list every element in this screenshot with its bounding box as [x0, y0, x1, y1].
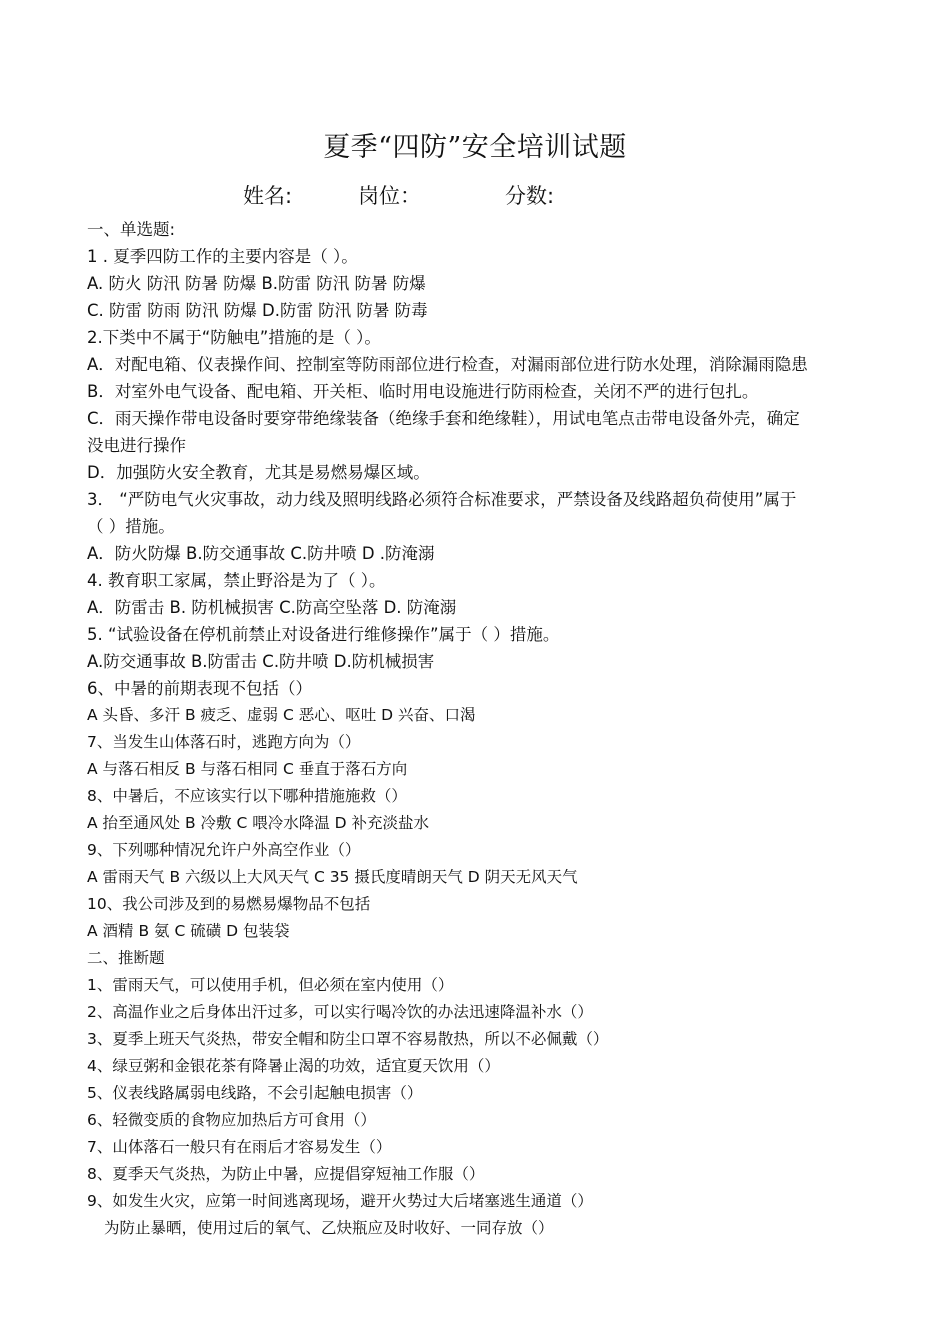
- question-1-options-cd: C. 防雷 防雨 防汛 防爆 D.防雷 防汛 防暑 防毒: [87, 301, 428, 320]
- question-5-options: A.防交通事故 B.防雷击 C.防井喷 D.防机械损害: [87, 652, 435, 671]
- section-heading-single-choice: 一、单选题:: [87, 220, 176, 239]
- question-4: 4. 教育职工家属，禁止野浴是为了（ ）。: [87, 571, 386, 590]
- question-1-options-ab: A. 防火 防汛 防暑 防爆 B.防雷 防汛 防暑 防爆: [87, 274, 426, 293]
- judgement-2: 2、高温作业之后身体出汗过多，可以实行喝冷饮的办法迅速降温补水（）: [87, 1003, 593, 1021]
- judgement-7: 7、山体落石一般只有在雨后才容易发生（）: [87, 1138, 392, 1156]
- judgement-1: 1、雷雨天气，可以使用手机，但必须在室内使用（）: [87, 976, 454, 994]
- judgement-4: 4、绿豆粥和金银花茶有降暑止渴的功效，适宜夏天饮用（）: [87, 1057, 500, 1075]
- question-10-options: A 酒精 B 氨 C 硫磺 D 包装袋: [87, 922, 290, 940]
- question-1: 1 . 夏季四防工作的主要内容是（ ）。: [87, 247, 358, 266]
- judgement-3: 3、夏季上班天气炎热，带安全帽和防尘口罩不容易散热，所以不必佩戴（）: [87, 1030, 609, 1048]
- question-7-options: A 与落石相反 B 与落石相同 C 垂直于落石方向: [87, 760, 408, 778]
- judgement-8: 8、夏季天气炎热，为防止中暑，应提倡穿短袖工作服（）: [87, 1165, 485, 1183]
- question-8: 8、中暑后，不应该实行以下哪种措施施救（）: [87, 787, 407, 805]
- question-9: 9、下列哪种情况允许户外高空作业（）: [87, 841, 361, 859]
- question-7: 7、当发生山体落石时，逃跑方向为（）: [87, 733, 361, 751]
- question-5: 5. “试验设备在停机前禁止对设备进行维修操作”属于（ ）措施。: [87, 625, 560, 644]
- question-9-options: A 雷雨天气 B 六级以上大风天气 C 35 摄氏度晴朗天气 D 阴天无风天气: [87, 868, 578, 886]
- question-6-options: A 头昏、多汗 B 疲乏、虚弱 C 恶心、呕吐 D 兴奋、口渴: [87, 706, 476, 724]
- question-10: 10、我公司涉及到的易燃易爆物品不包括: [87, 895, 371, 913]
- score-field-label: 分数:: [505, 184, 555, 208]
- judgement-5: 5、仪表线路属弱电线路，不会引起触电损害（）: [87, 1084, 423, 1102]
- question-2-option-c-continued: 没电进行操作: [87, 436, 186, 455]
- question-4-options: A．防雷击 B. 防机械损害 C.防高空坠落 D. 防淹溺: [87, 598, 457, 617]
- judgement-6: 6、轻微变质的食物应加热后方可食用（）: [87, 1111, 376, 1129]
- question-2: 2.下类中不属于“防触电”措施的是（ ）。: [87, 328, 381, 347]
- post-field-label: 岗位：: [358, 184, 421, 208]
- question-6: 6、中暑的前期表现不包括（）: [87, 679, 312, 698]
- name-field-label: 姓名:: [243, 184, 293, 208]
- header-fields: [0, 178, 950, 214]
- document-title: 夏季“四防”安全培训试题: [323, 132, 627, 163]
- question-2-option-c: C．雨天操作带电设备时要穿带绝缘装备（绝缘手套和绝缘鞋），用试电笔点击带电设备外壳，确定: [87, 409, 800, 428]
- question-content: [87, 216, 862, 1242]
- question-2-option-a: A．对配电箱、仪表操作间、控制室等防雨部位进行检查，对漏雨部位进行防水处理，消除漏雨隐患: [87, 355, 808, 374]
- question-3: 3． “严防电气火灾事故，动力线及照明线路必须符合标准要求，严禁设备及线路超负荷使用”属于: [87, 490, 797, 509]
- question-8-options: A 抬至通风处 B 冷敷 C 喂冷水降温 D 补充淡盐水: [87, 814, 429, 832]
- judgement-10: 为防止暴晒，使用过后的氧气、乙炔瓶应及时收好、一同存放（）: [104, 1219, 554, 1237]
- section-heading-judgement: 二、推断题: [87, 949, 165, 967]
- judgement-9: 9、如发生火灾，应第一时间逃离现场，避开火势过大后堵塞逃生通道（）: [87, 1192, 593, 1210]
- question-2-option-d: D．加强防火安全教育，尤其是易燃易爆区域。: [87, 463, 430, 482]
- question-3-options: A．防火防爆 B.防交通事故 C.防井喷 D .防淹溺: [87, 544, 435, 563]
- question-3-continued: （ ）措施。: [87, 517, 175, 536]
- question-2-option-b: B．对室外电气设备、配电箱、开关柜、临时用电设施进行防雨检查，关闭不严的进行包扎。: [87, 382, 759, 401]
